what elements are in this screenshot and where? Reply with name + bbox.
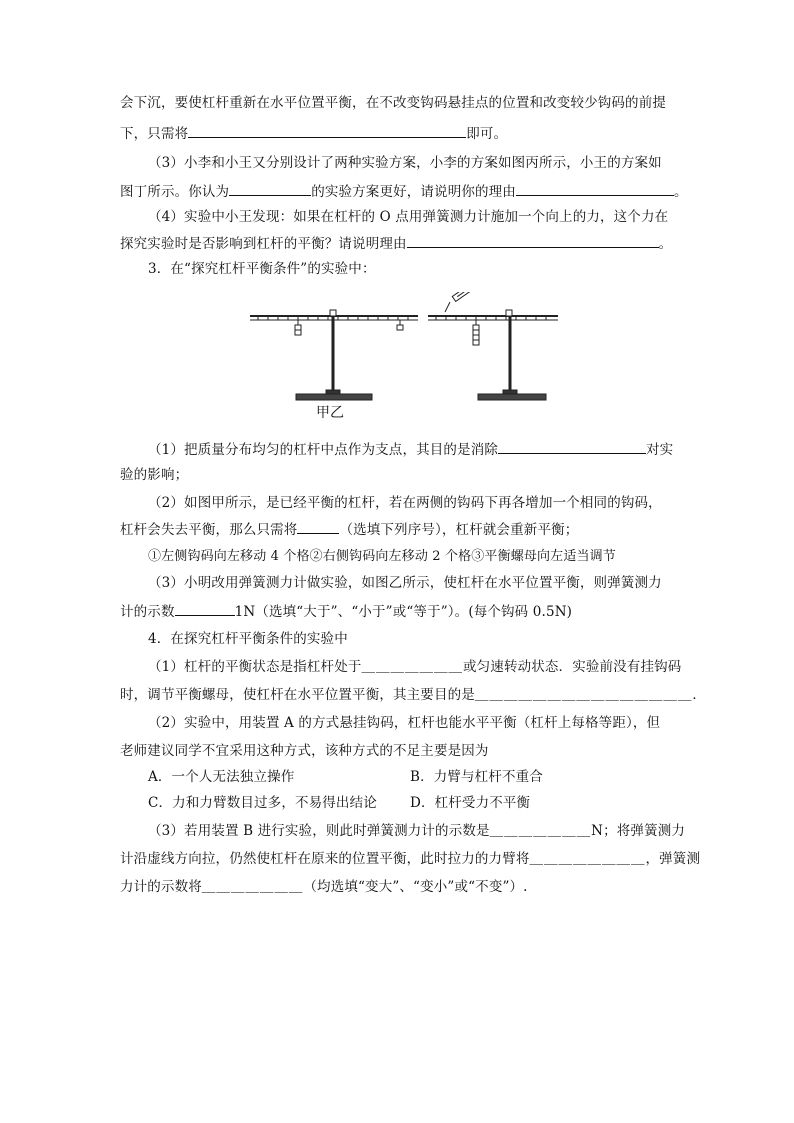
text: 图丁所示。你认为 xyxy=(120,184,230,200)
option-b: B．力臂与杠杆不重合 xyxy=(410,769,543,785)
text: （均选填“变大”、“变小”或“不变”）. xyxy=(303,879,528,895)
option-d: D．杠杆受力不平衡 xyxy=(410,795,531,811)
lever-jia xyxy=(250,310,418,400)
text-line xyxy=(120,740,680,762)
text-line xyxy=(120,122,680,144)
text-line xyxy=(148,206,680,228)
text: 。 xyxy=(658,236,673,252)
answer-blank[interactable] xyxy=(498,438,646,454)
text: （1）杠杆的平衡状态是指杠杆处于 xyxy=(148,659,362,675)
lever-figure xyxy=(240,292,560,422)
options-line xyxy=(148,546,680,568)
text: N；将弹簧测力 xyxy=(591,823,686,839)
answer-blank[interactable] xyxy=(407,232,659,248)
text: ①左侧钩码向左移动 4 个格②右侧钩码向左移动 2 个格③平衡螺母向左适当调节 xyxy=(148,549,616,564)
text: 下，只需将 xyxy=(120,126,189,142)
figure-label: 甲乙 xyxy=(316,405,344,421)
text-line xyxy=(148,258,680,280)
question-heading: 4．在探究杠杆平衡条件的实验中 xyxy=(148,631,348,647)
text: 计的示数 xyxy=(120,604,175,620)
answer-blank[interactable]: ＿＿＿＿＿＿＿ xyxy=(201,879,304,895)
text: 或匀速转动状态．实验前没有挂钩码 xyxy=(463,659,682,675)
text: （2）实验中，用装置 A 的方式悬挂钩码，杠杆也能水平平衡（杠杆上每格等距），但 xyxy=(148,715,661,731)
text: 的实验方案更好，请说明你的理由 xyxy=(311,184,516,200)
answer-blank[interactable]: ＿＿＿＿＿＿＿＿＿＿＿＿＿＿＿ xyxy=(474,687,693,703)
text: （选填下列序号），杠杆就会重新平衡； xyxy=(339,522,579,538)
text: （4）实验中小王发现：如果在杠杆的 O 点用弹簧测力计施加一个向上的力，这个力在 xyxy=(148,209,669,225)
text: （3）小李和小王又分别设计了两种实验方案，小李的方案如图丙所示，小王的方案如 xyxy=(148,155,662,171)
option-a: A．一个人无法独立操作 xyxy=(148,769,295,785)
text-line xyxy=(120,92,680,114)
text-line xyxy=(120,232,680,254)
text: （1）把质量分布均匀的杠杆中点作为支点，其目的是消除 xyxy=(148,442,498,458)
text: 计沿虚线方向拉，仍然使杠杆在原来的位置平衡，此时拉力的力臂将 xyxy=(120,851,530,867)
option-c: C．力和力臂数目过多，不易得出结论 xyxy=(148,795,377,811)
text: （3）小明改用弹簧测力计做实验，如图乙所示，使杠杆在水平位置平衡，则弹簧测力 xyxy=(148,575,662,591)
answer-blank[interactable]: ＿＿＿＿＿＿＿ xyxy=(489,823,592,839)
text: （3）若用装置 B 进行实验，则此时弹簧测力计的示数是 xyxy=(148,823,490,839)
text-line xyxy=(148,656,680,678)
text-line xyxy=(148,820,686,842)
text-line xyxy=(148,438,680,460)
text-line xyxy=(148,492,680,514)
answer-blank[interactable] xyxy=(175,600,235,616)
answer-blank[interactable]: ＿＿＿＿＿＿＿ xyxy=(361,659,463,675)
text-line xyxy=(148,628,680,650)
text: 即可。 xyxy=(466,126,508,142)
text: 探究实验时是否影响到杠杆的平衡？请说明理由 xyxy=(120,236,407,252)
text: 1N（选填“大于”、“小于”或“等于”）。(每个钩码 0.5N) xyxy=(234,604,573,620)
text-line xyxy=(148,712,680,734)
lever-diagram xyxy=(240,292,560,422)
text: 对实 xyxy=(646,442,674,458)
text: ，弹簧测 xyxy=(645,851,701,867)
text: 力计的示数将 xyxy=(120,879,202,895)
answer-blank[interactable]: ＿＿＿＿＿＿＿＿ xyxy=(529,851,646,867)
text: （2）如图甲所示，是已经平衡的杠杆，若在两侧的钩码下再各增加一个相同的钩码， xyxy=(148,495,662,511)
text-line xyxy=(120,684,707,706)
answer-blank[interactable] xyxy=(229,180,311,196)
text-line xyxy=(120,464,680,486)
answer-blank[interactable] xyxy=(516,180,674,196)
text-line xyxy=(120,518,680,540)
lever-yi xyxy=(428,292,558,400)
text: ． xyxy=(692,687,707,703)
text: 杠杆会失去平衡，那么只需将 xyxy=(120,522,298,538)
text: 老师建议同学不宜采用这种方式，该种方式的不足主要是因为 xyxy=(120,743,489,759)
option-row xyxy=(148,766,680,788)
answer-blank[interactable] xyxy=(297,518,339,534)
answer-blank[interactable] xyxy=(188,122,466,138)
text-line xyxy=(120,600,680,622)
text-line xyxy=(148,152,680,174)
text-line xyxy=(120,876,680,898)
question-heading: 3．在“探究杠杆平衡条件”的实验中： xyxy=(148,261,376,277)
text-line xyxy=(120,848,701,870)
text: 时，调节平衡螺母，使杠杆在水平位置平衡，其主要目的是 xyxy=(120,687,475,703)
text-line xyxy=(120,180,688,202)
text-line xyxy=(148,572,680,594)
option-row xyxy=(148,792,680,814)
text: 验的影响； xyxy=(120,467,189,483)
text: 会下沉，要使杠杆重新在水平位置平衡，在不改变钩码悬挂点的位置和改变较少钩码的前提 xyxy=(120,95,666,111)
text: 。 xyxy=(673,184,688,200)
